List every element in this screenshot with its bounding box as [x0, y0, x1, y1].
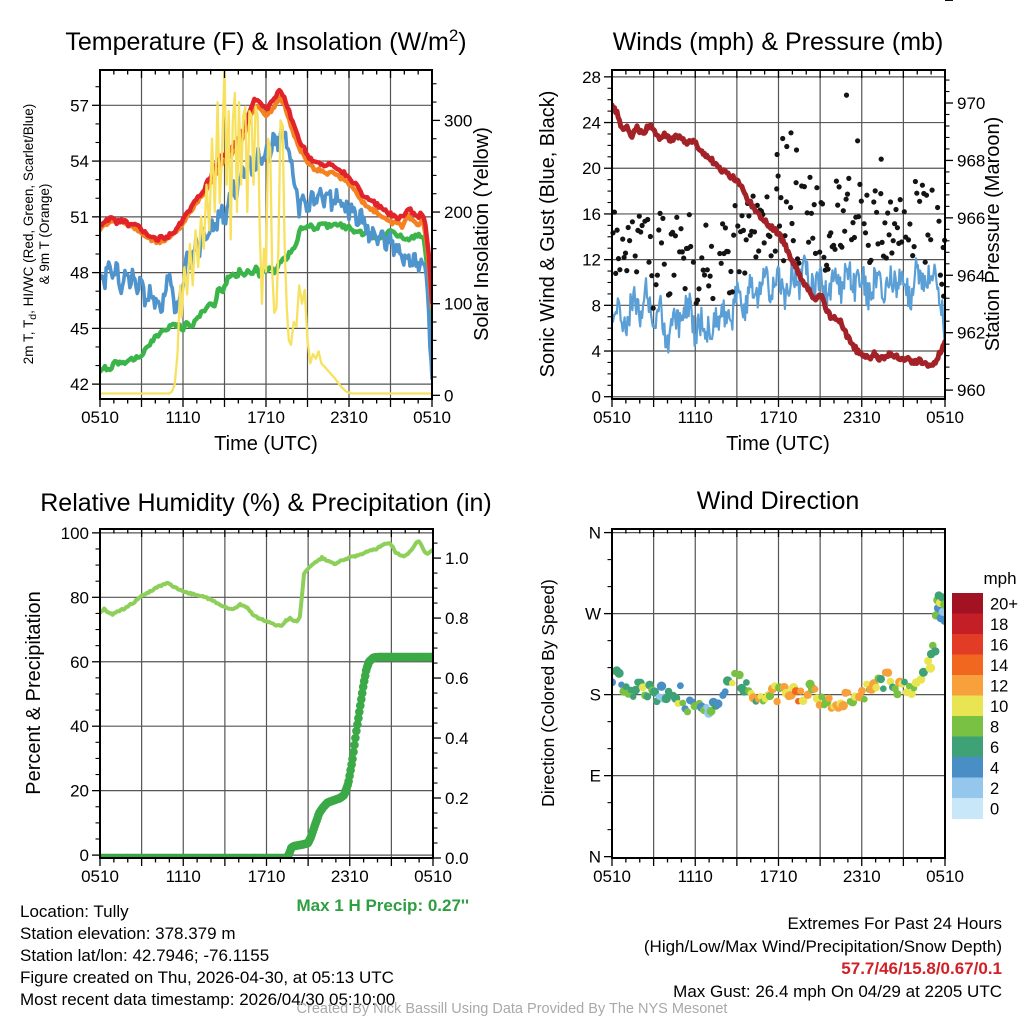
svg-text:Direction (Colored By Speed): Direction (Colored By Speed) [538, 579, 558, 807]
svg-text:0.6: 0.6 [445, 669, 469, 689]
svg-text:2310: 2310 [330, 867, 369, 886]
svg-text:100: 100 [444, 294, 473, 314]
chart-winds-pressure [537, 28, 1004, 455]
svg-text:40: 40 [70, 717, 89, 737]
svg-text:48: 48 [70, 263, 89, 283]
svg-text:964: 964 [957, 266, 986, 286]
svg-text:12: 12 [582, 250, 601, 270]
svg-text:Time (UTC): Time (UTC) [214, 433, 318, 455]
svg-text:1110: 1110 [165, 867, 201, 886]
svg-text:10: 10 [990, 697, 1009, 716]
svg-text:0.2: 0.2 [445, 789, 469, 809]
max-hourly-precip-annotation: Max 1 H Precip: 0.27'' [296, 896, 469, 915]
svg-text:Relative Humidity (%) & Precip: Relative Humidity (%) & Precipitation (in) [40, 489, 492, 517]
svg-text:20: 20 [582, 159, 601, 179]
svg-text:1110: 1110 [165, 408, 201, 427]
svg-text:W: W [584, 604, 601, 624]
svg-text:18: 18 [990, 615, 1009, 634]
svg-text:0: 0 [79, 846, 89, 866]
svg-text:8: 8 [990, 718, 1000, 737]
svg-text:Temperature (F) & Insolation (: Temperature (F) & Insolation $(W/m^2)$ [65, 26, 467, 56]
svg-text:200: 200 [444, 203, 473, 223]
svg-text:2: 2 [990, 779, 1000, 798]
max-gust-line: Max Gust: 26.4 mph On 04/29 at 2205 UTC [673, 981, 1002, 1001]
chart-temperature-insolation [21, 26, 493, 455]
svg-text:0510: 0510 [926, 408, 964, 427]
svg-text:0510: 0510 [593, 408, 631, 427]
svg-text:962: 962 [957, 323, 986, 343]
svg-text:0510: 0510 [414, 867, 452, 886]
svg-text:1710: 1710 [247, 408, 285, 427]
svg-text:6: 6 [990, 738, 1000, 757]
svg-text:968: 968 [957, 151, 986, 171]
svg-text:0510: 0510 [81, 867, 119, 886]
svg-text:0: 0 [990, 800, 1000, 819]
svg-text:N: N [588, 523, 601, 543]
svg-text:0: 0 [591, 387, 601, 407]
svg-text:42: 42 [70, 375, 89, 395]
svg-text:0.0: 0.0 [445, 849, 469, 868]
svg-text:0510: 0510 [926, 867, 964, 886]
most-recent-data-timestamp: Most recent data timestamp: 2026/04/30 05:10:00 [20, 990, 396, 1009]
svg-text:960: 960 [957, 381, 986, 401]
svg-text:0.8: 0.8 [445, 609, 469, 629]
chart-humidity-precipitation [23, 489, 492, 886]
svg-text:16: 16 [582, 204, 601, 224]
svg-text:966: 966 [957, 208, 986, 228]
svg-text:0510: 0510 [413, 408, 451, 427]
extremes-subtitle: (High/Low/Max Wind/Precipitation/Snow Depth) [643, 936, 1002, 956]
svg-text:Winds (mph) & Pressure (mb): Winds (mph) & Pressure (mb) [612, 28, 944, 56]
station-info-block [20, 901, 395, 1011]
svg-text:Wind Direction: Wind Direction [696, 487, 860, 515]
svg-text:0: 0 [444, 386, 454, 406]
svg-text:Sonic Wind & Gust (Blue, Black: Sonic Wind & Gust (Blue, Black) [537, 90, 559, 378]
svg-text:N: N [588, 847, 601, 867]
svg-text:Time (UTC): Time (UTC) [726, 433, 830, 455]
svg-text:E: E [589, 766, 601, 786]
svg-text:54: 54 [70, 152, 89, 172]
svg-text:8: 8 [591, 296, 601, 316]
svg-text:4: 4 [591, 342, 601, 362]
station-latlon: Station lat/lon: 42.7946; -76.1155 [20, 946, 270, 965]
svg-text:57: 57 [70, 96, 89, 116]
svg-text:14: 14 [990, 656, 1009, 675]
speed-colorbar [952, 569, 1018, 819]
extremes-values: 57.7/46/15.8/0.67/0.1 [841, 959, 1002, 978]
svg-text:4: 4 [990, 759, 1000, 778]
svg-text:S: S [589, 685, 601, 705]
svg-text:24: 24 [582, 113, 601, 133]
svg-text:2310: 2310 [842, 867, 881, 886]
station-location: Location: Tully [20, 902, 129, 921]
svg-text:12: 12 [990, 677, 1009, 696]
extremes-title: Extremes For Past 24 Hours [787, 914, 1002, 933]
svg-text:970: 970 [957, 94, 986, 114]
svg-text:16: 16 [990, 636, 1009, 655]
svg-text:1710: 1710 [247, 867, 286, 886]
svg-text:1.0: 1.0 [445, 549, 469, 569]
svg-text:Solar Insolation (Yellow): Solar Insolation (Yellow) [471, 127, 493, 341]
svg-text:80: 80 [70, 588, 89, 608]
svg-text:1710: 1710 [759, 408, 798, 427]
svg-text:& 9m T (Orange): & 9m T (Orange) [37, 183, 52, 285]
svg-text:1110: 1110 [677, 408, 713, 427]
svg-text:1110: 1110 [677, 867, 713, 886]
figure-created-timestamp: Figure created on Thu, 2026-04-30, at 05:13 UTC [20, 968, 394, 987]
svg-text:20: 20 [70, 781, 89, 801]
svg-text:0510: 0510 [81, 408, 119, 427]
svg-text:2310: 2310 [330, 408, 368, 427]
svg-text:Percent & Precipitation: Percent & Precipitation [23, 591, 45, 795]
svg-text:28: 28 [582, 67, 601, 87]
svg-text:2m T, Td, HI/WC (Red, Green, S: 2m T, $T_d$, HI/WC (Red, Green, Scarlet/Blue) [21, 103, 39, 365]
svg-text:60: 60 [70, 652, 89, 672]
svg-text:1710: 1710 [759, 867, 798, 886]
extremes-block [644, 913, 1002, 1003]
svg-text:Station Pressure (Maroon): Station Pressure (Maroon) [982, 116, 1004, 352]
credit-line: Created By Nick Bassill Using Data Provided By The NYS Mesonet [296, 1001, 728, 1017]
svg-text:0.4: 0.4 [445, 729, 469, 749]
station-elevation: Station elevation: 378.379 m [20, 924, 236, 943]
svg-text:mph: mph [983, 569, 1017, 588]
svg-text:300: 300 [444, 111, 473, 131]
svg-text:20+: 20+ [990, 595, 1018, 614]
svg-text:0510: 0510 [593, 867, 631, 886]
svg-text:45: 45 [70, 319, 89, 339]
svg-text:2310: 2310 [842, 408, 881, 427]
svg-text:51: 51 [70, 207, 89, 227]
svg-text:100: 100 [60, 523, 89, 543]
